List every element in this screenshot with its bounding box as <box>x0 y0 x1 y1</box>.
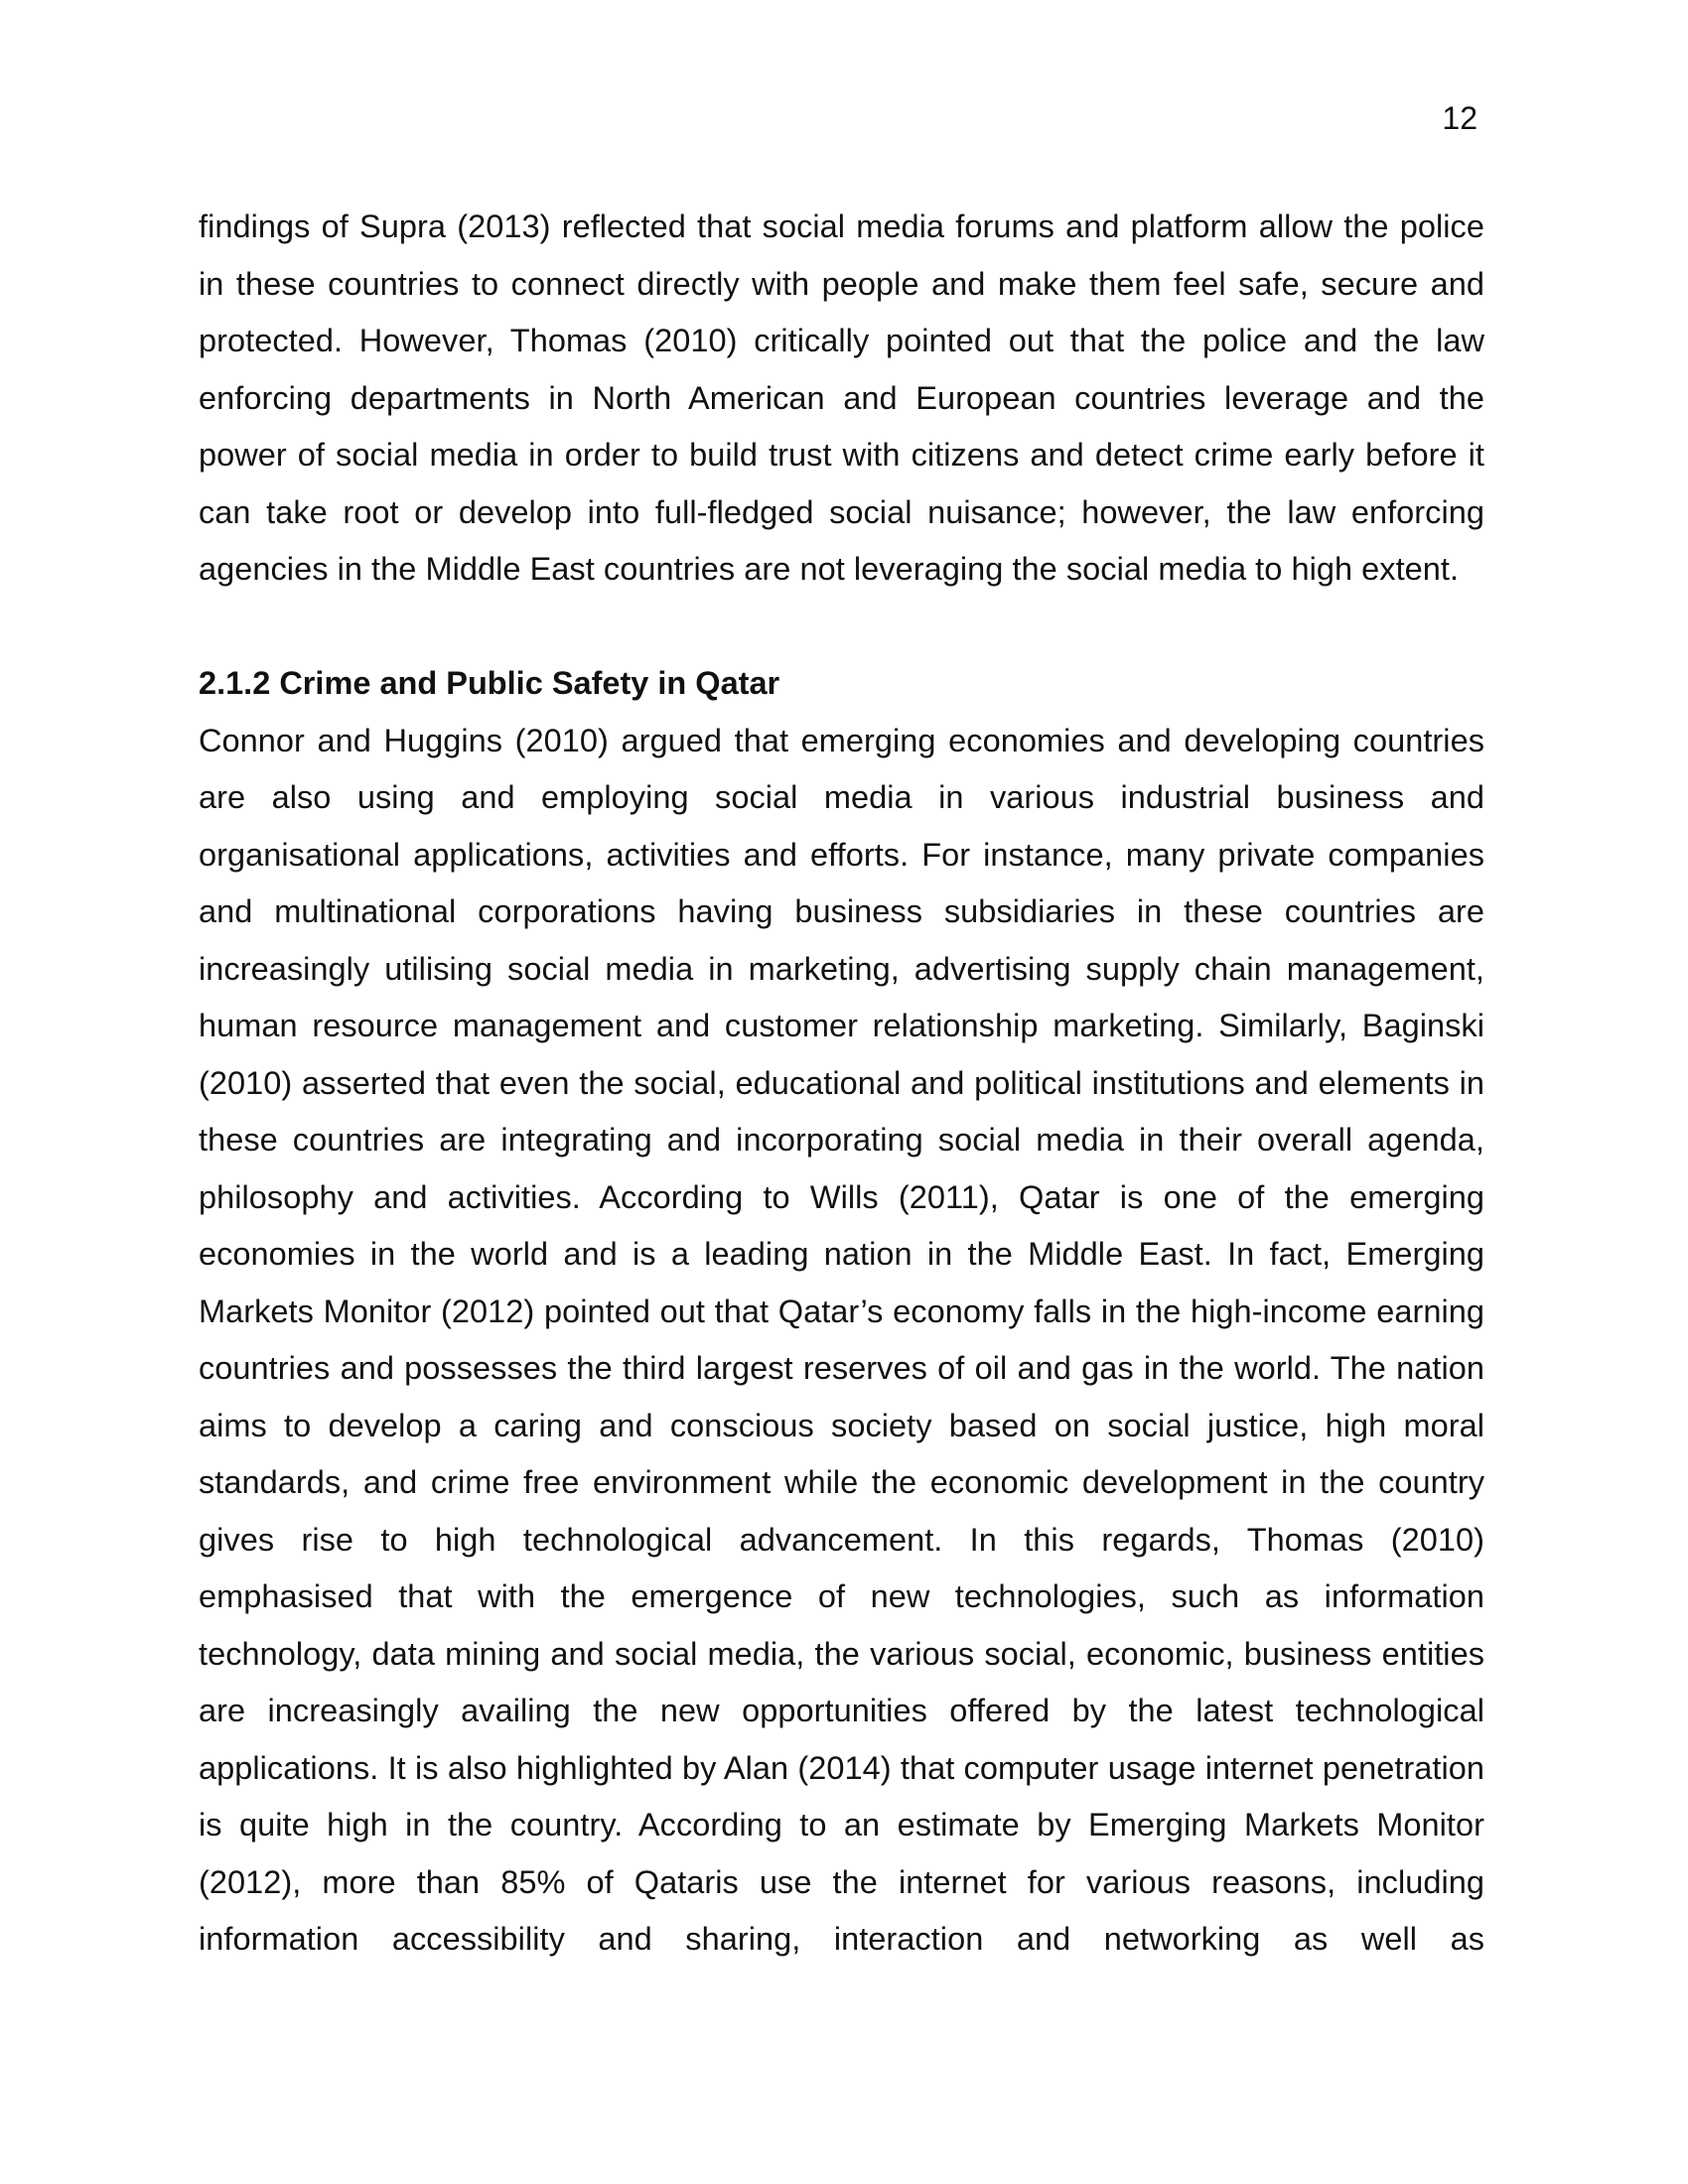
document-body <box>199 199 1484 1969</box>
section-heading: 2.1.2 Crime and Public Safety in Qatar <box>199 665 780 701</box>
page-number: 12 <box>1442 100 1477 136</box>
continuation-paragraph: findings of Supra (2013) reflected that social media forums and platform allow the police in these countries to connect directly with people and make them feel safe, secure and protected. However, Thomas (2010) critically pointed out that the police and the law enforcing departments in North American and European countries leverage and the power of social media in order to build trust with citizens and detect crime early before it can take root or develop into full-fledged social nuisance; however, the law enforcing agencies in the Middle East countries are not leveraging the social media to high extent. <box>199 208 1484 587</box>
section-paragraph: Connor and Huggins (2010) argued that emerging economies and developing countries are also using and employing social media in various industrial business and organisational applications, activities and efforts. For instance, many private companies and multinational corporations having business subsidiaries in these countries are increasingly utilising social media in marketing, advertising supply chain management, human resource management and customer relationship marketing. Similarly, Baginski (2010) asserted that even the social, educational and political institutions and elements in these countries are integrating and incorporating social media in their overall agenda, philosophy and activities. According to Wills (2011), Qatar is one of the emerging economies in the world and is a leading nation in the Middle East. In fact, Emerging Markets Monitor (2012) pointed out that Qatar’s economy falls in the high-income earning countries and possesses the third largest reserves of oil and gas in the world. The nation aims to develop a caring and conscious society based on social justice, high moral standards, and crime free environment while the economic development in the country gives rise to high technological advancement. In this regards, Thomas (2010) emphasised that with the emergence of new technologies, such as information technology, data mining and social media, the various social, economic, business entities are increasingly availing the new opportunities offered by the latest technological applications. It is also highlighted by Alan (2014) that computer usage internet penetration is quite high in the country. According to an estimate by Emerging Markets Monitor (2012), more than 85% of Qataris use the internet for various reasons, including information accessibility and sharing, interaction and networking as well as <box>199 722 1484 1957</box>
